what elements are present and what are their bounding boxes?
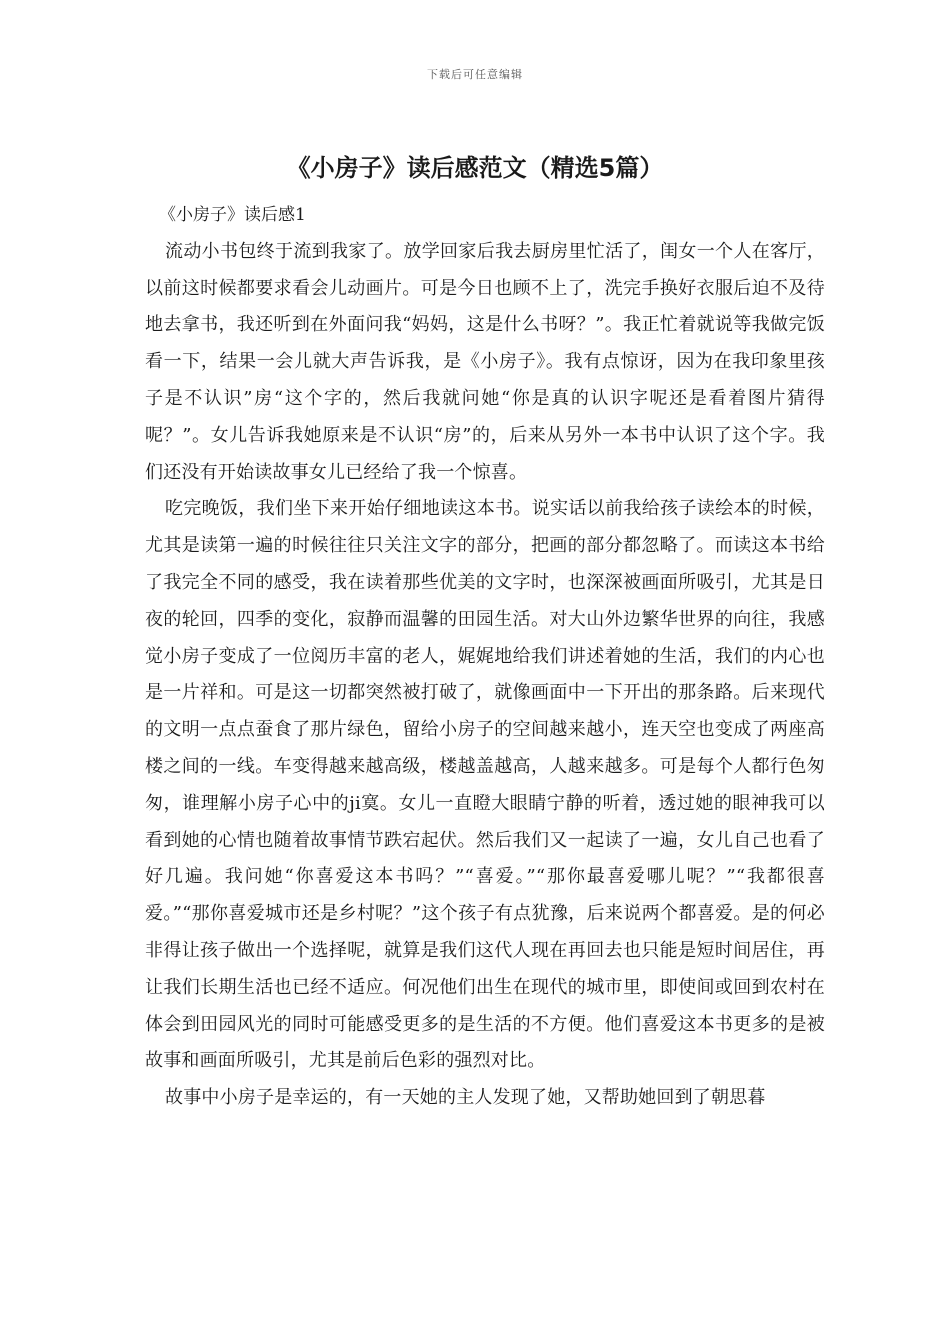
body-paragraph: 吃完晚饭，我们坐下来开始仔细地读这本书。说实话以前我给孩子读绘本的时候，尤其是读第一遍的时候往往只关注文字的部分，把画的部分都忽略了。而读这本书给了我完全不同的感受，我在读着那些优美的文字时，也深深被画面所吸引，尤其是日夜的轮回，四季的变化，寂静而温馨的田园生活。对大山外边繁华世界的向往，我感觉小房子变成了一位阅历丰富的老人，娓娓地给我们讲述着她的生活，我们的内心也是一片祥和。可是这一切都突然被打破了，就像画面中一下开出的那条路。后来现代的文明一点点蚕食了那片绿色，留给小房子的空间越来越小，连天空也变成了两座高楼之间的一线。车变得越来越高级，楼越盖越高，人越来越多。可是每个人都行色匆匆，谁理解小房子心中的ji寞。女儿一直瞪大眼睛宁静的听着，透过她的眼神我可以看到她的心情也随着故事情节跌宕起伏。然后我们又一起读了一遍，女儿自己也看了好几遍。我问她“你喜爱这本书吗？”“喜爱。”“那你最喜爱哪儿呢？”“我都很喜爱。”“那你喜爱城市还是乡村呢？”这个孩子有点犹豫，后来说两个都喜爱。是的何必非得让孩子做出一个选择呢，就算是我们这代人现在再回去也只能是短时间居住，再让我们长期生活也已经不适应。何况他们出生在现代的城市里，即使间或回到农村在体会到田园风光的同时可能感受更多的是生活的不方便。他们喜爱这本书更多的是被故事和画面所吸引，尤其是前后色彩的强烈对比。	[145, 498, 825, 1072]
body-paragraph: 流动小书包终于流到我家了。放学回家后我去厨房里忙活了，闺女一个人在客厅，以前这时候都要求看会儿动画片。可是今日也顾不上了，洗完手换好衣服后迫不及待地去拿书，我还听到在外面问我“妈妈，这是什么书呀？”。我正忙着就说等我做完饭看一下，结果一会儿就大声告诉我，是《小房子》。我有点惊讶，因为在我印象里孩子是不认识”房“这个字的，然后我就问她“你是真的认识字呢还是看着图片猜得呢？”。女儿告诉我她原来是不认识“房”的，后来从另外一本书中认识了这个字。我们还没有开始读故事女儿已经给了我一个惊喜。	[145, 240, 825, 483]
body-paragraph: 故事中小房子是幸运的，有一天她的主人发现了她，又帮助她回到了朝思暮	[165, 1087, 766, 1109]
section-subheading: 《小房子》读后感1	[159, 205, 306, 225]
page-header-note: 下载后可任意编辑	[427, 68, 523, 81]
document-title: 《小房子》读后感范文（精选5篇）	[286, 154, 664, 182]
document-body	[145, 197, 825, 1117]
